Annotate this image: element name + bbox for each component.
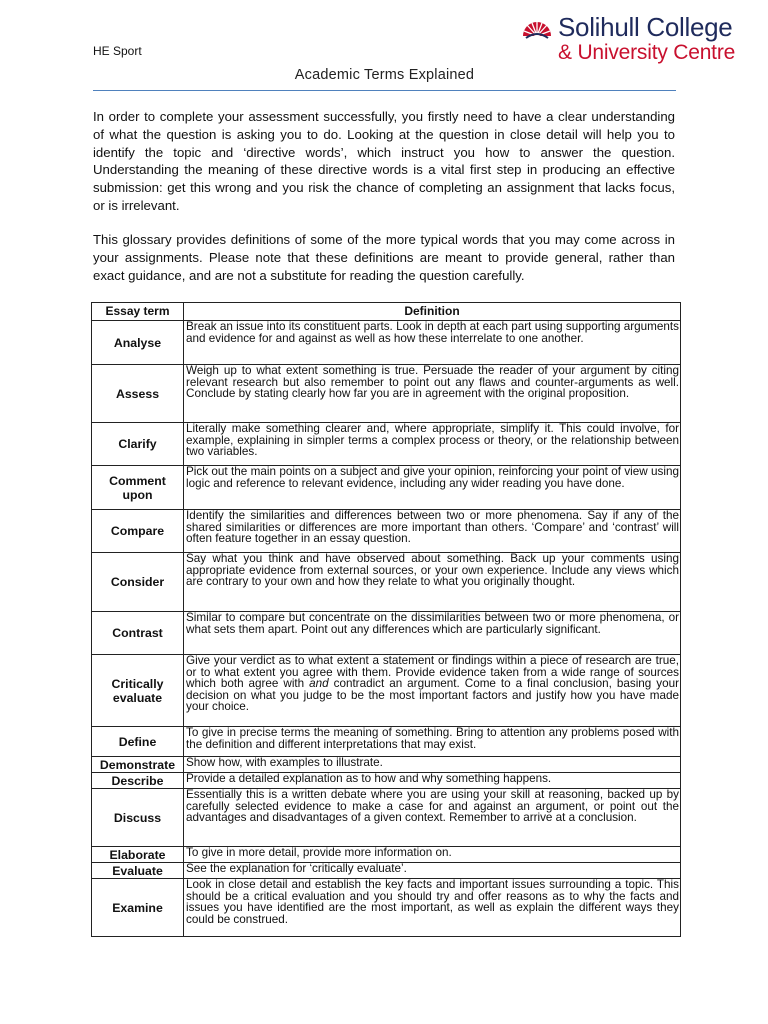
term-cell: Analyse — [92, 321, 184, 365]
definition-cell: Look in close detail and establish the key facts and important issues surrounding a topic. This should be a critical evaluation and you should try and offer reasons as to why the facts and issues you have identified are the most important, as well as explain the different ways they could be construed. — [184, 879, 681, 937]
table-row — [92, 510, 681, 553]
definition-cell: See the explanation for ‘critically evaluate’. — [184, 863, 681, 879]
table-row — [92, 365, 681, 423]
term-cell: Compare — [92, 510, 184, 553]
table-row — [92, 612, 681, 655]
definition-cell: Weigh up to what extent something is true. Persuade the reader of your argument by citing relevant research but also remember to point out any flaws and counter-arguments as well. Conclude by stating clearly how far you are in agreement with the original proposition. — [184, 365, 681, 423]
table-row — [92, 655, 681, 727]
column-header-term: Essay term — [92, 303, 184, 321]
term-cell: Consider — [92, 553, 184, 612]
term-cell: Elaborate — [92, 847, 184, 863]
table-row — [92, 789, 681, 847]
table-row — [92, 773, 681, 789]
term-cell: Demonstrate — [92, 757, 184, 773]
column-header-definition: Definition — [184, 303, 681, 321]
definition-text-part: Give your verdict as to what extent a statement or findings within a piece of research are true, or to what extent you agree with them. Provide evidence taken from a wide range of sources which both agree with — [186, 654, 679, 691]
definition-cell: Show how, with examples to illustrate. — [184, 757, 681, 773]
term-cell: Evaluate — [92, 863, 184, 879]
term-cell: Critically evaluate — [92, 655, 184, 727]
term-cell: Clarify — [92, 423, 184, 466]
table-row — [92, 757, 681, 773]
definition-cell: To give in precise terms the meaning of something. Bring to attention any problems posed with the definition and different interpretations that may exist. — [184, 727, 681, 757]
definition-cell: Literally make something clearer and, where appropriate, simplify it. This could involve, for example, explaining in simpler terms a complex process or theory, or the relationship between two variables. — [184, 423, 681, 466]
logo-fan-icon — [522, 9, 552, 39]
table-row — [92, 863, 681, 879]
glossary-table — [91, 302, 681, 937]
term-cell: Discuss — [92, 789, 184, 847]
section-label: HE Sport — [93, 44, 142, 58]
definition-cell: To give in more detail, provide more information on. — [184, 847, 681, 863]
table-row — [92, 321, 681, 365]
definition-cell: Similar to compare but concentrate on the dissimilarities between two or more phenomena, or what sets them apart. Point out any differences which are particularly significant. — [184, 612, 681, 655]
definition-emphasis: and — [309, 677, 329, 691]
term-cell: Comment upon — [92, 466, 184, 510]
logo-line-1: Solihull College — [558, 12, 733, 42]
college-logo — [522, 8, 737, 68]
definition-cell — [184, 655, 681, 727]
term-cell: Describe — [92, 773, 184, 789]
definition-cell: Break an issue into its constituent parts. Look in depth at each part using supporting arguments and evidence for and against as well as how these interrelate to one another. — [184, 321, 681, 365]
table-row — [92, 423, 681, 466]
term-cell: Assess — [92, 365, 184, 423]
logo-line-2: & University Centre — [558, 41, 736, 64]
definition-cell: Provide a detailed explanation as to how and why something happens. — [184, 773, 681, 789]
table-row — [92, 847, 681, 863]
table-row — [92, 879, 681, 937]
document-title: Academic Terms Explained — [294, 67, 475, 83]
definition-cell: Pick out the main points on a subject and give your opinion, reinforcing your point of view using logic and reference to relevant evidence, including any wider reading you have done. — [184, 466, 681, 510]
table-row — [92, 553, 681, 612]
definition-cell: Essentially this is a written debate where you are using your skill at reasoning, backed up by carefully selected evidence to make a case for and against an argument, or point out the advantages and disadvantages of a given context. Remember to arrive at a conclusion. — [184, 789, 681, 847]
term-cell: Contrast — [92, 612, 184, 655]
definition-text-part: contradict an argument. Come to a final conclusion, basing your decision on what you judge to be the most important factors and justify how you have made your choice. — [186, 677, 679, 714]
table-row — [92, 727, 681, 757]
title-divider — [93, 90, 676, 91]
intro-paragraph-2: This glossary provides definitions of some of the more typical words that you may come across in your assignments. Please note that these definitions are meant to provide general, rather than exact guidance, and are not a substitute for reading the question carefully. — [93, 232, 675, 283]
term-cell: Examine — [92, 879, 184, 937]
table-header-row — [92, 303, 681, 321]
table-row — [92, 466, 681, 510]
definition-cell: Identify the similarities and differences between two or more phenomena. Say if any of the shared similarities or differences are more important than others. ‘Compare’ and ‘contrast’ will often feature together in an essay question. — [184, 510, 681, 553]
definition-cell: Say what you think and have observed about something. Back up your comments using appropriate evidence from external sources, or your own experience. Include any views which are contrary to your own and how they relate to what you originally thought. — [184, 553, 681, 612]
term-cell: Define — [92, 727, 184, 757]
intro-paragraph-1: In order to complete your assessment successfully, you firstly need to have a clear understanding of what the question is asking you to do. Looking at the question in close detail will help you to identify the topic and ‘directive words’, which instruct you how to answer the question. Understanding the meaning of these directive words is a vital first step in producing an effective submission: get this wrong and you risk the chance of completing an assignment that lacks focus, or is irrelevant. — [93, 109, 675, 213]
